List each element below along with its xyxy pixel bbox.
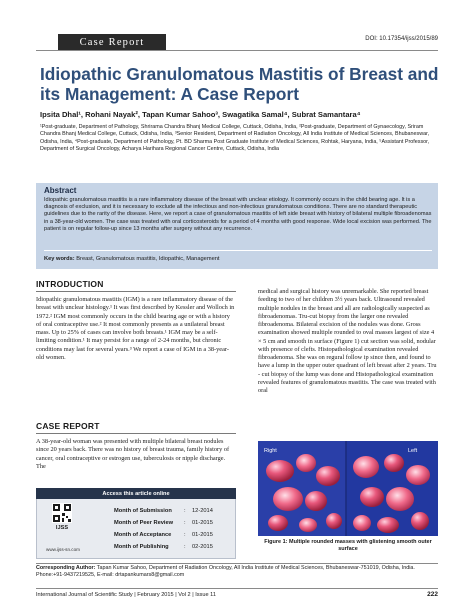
case-report-text: A 38-year-old woman was presented with multiple bilateral breast nodules since 20 years back. There was no history of breast trauma, family history of cancer, oral contraceptive or estrogen use, tuberculosis or nipple discharge. The [36, 438, 230, 470]
date-row-peer-review: Month of Peer Review : 01-2015 [114, 517, 232, 529]
journal-url[interactable]: www.ijss-sn.com [46, 547, 80, 552]
date-label: Month of Peer Review [114, 520, 174, 526]
introduction-text: Idiopathic granulomatous mastitis (IGM) is a rare inflammatory disease of the breast with unclear histology.¹ It was first described by Kessler and Wolloch in 1972.² IGM most commonly occurs in the child bearing age or with a history of oral contraceptive use.² It most commonly presents as a unilateral breast mass. Up to 25% of cases can involve both breasts.¹ IGM may be a self-limiting condition.¹ It may persist for a range of 2-24 months, but chronic conditions may last for several years.³ We report a case of IGM in a 38-year-old women. [36, 296, 235, 361]
right-column-text: medical and surgical history was unremarkable. She reported breast feeding to two of her children 3½ years back. Ultrasound revealed multiple nodules in the breast and all are radiologically suspected as fibroadenomas. Tru-cut biopsy from the larger one revealed fibroadenoma. Bilateral excision of the nodules was done. Gross examination showed multiple rounded to oval masses largest of size 4 × 5 cm and smooth in surface (Figure 1) cut section was solid, nodular with presence of clefts. Histopathological examination revealed fibroadenoma. She was on regural follow ip since then, and found to have a lump in the upper outer quadrant of left breast after 2 years. Tru - cut biopsy of the lump was done and Histopathological examination revealed features of granulomatous mastitis. The case was treated with oral [258, 288, 437, 394]
corresponding-author-text: Tapan Kumar Sahoo, Department of Radiation Oncology, All India Institute of Medical Sciences, Bhubaneswar-751019, Odisha, India. Phone:+91-9437219525, E-mail: drtapankumars8@gmail.com [36, 565, 415, 578]
abstract-divider [44, 250, 432, 251]
author-list: Ipsita Dhal¹, Rohani Nayak², Tapan Kumar Sahoo³, Swagatika Samal⁴, Subrat Samantara⁴ [40, 110, 361, 119]
section-label: Case Report [58, 34, 166, 50]
header-rule [36, 50, 438, 51]
date-label: Month of Publishing [114, 544, 169, 550]
abstract-heading: Abstract [44, 186, 77, 195]
publication-dates [114, 505, 232, 553]
keywords [44, 256, 432, 262]
date-label: Month of Acceptance [114, 532, 172, 538]
page-footer [36, 591, 438, 598]
case-report-heading: CASE REPORT [36, 421, 100, 431]
figure-label-left: Left [408, 448, 418, 454]
date-row-acceptance: Month of Acceptance : 01-2015 [114, 529, 232, 541]
date-value: 01-2015 [192, 520, 213, 526]
date-value: 02-2015 [192, 544, 213, 550]
case-report-rule [36, 433, 236, 434]
date-value: 12-2014 [192, 508, 213, 514]
date-label: Month of Submission [114, 508, 172, 514]
footer-rule [36, 588, 438, 589]
doi: DOI: 10.17354/ijss/2015/89 [365, 36, 438, 42]
article-title: Idiopathic Granulomatous Mastitis of Breast and its Management: A Case Report [40, 64, 439, 104]
affiliations: ¹Post-graduate, Department of Pathology, Shrirama Chandra Bhanj Medical College, Cuttack, Odisha, India, ²Post-graduate, Department of Gynaecology, Sriram Chandra Bhanj Medical College, Cuttack, Odisha, India, ³Senior Resident, Department of Radiation Oncology, All India Institute of Medical Sciences, Bhubaneswar, Odisha, India, ⁴Post-graduate, Department of Pathology, Pt. BD Sharma Post Graduate Institute of Medical Sciences, Rohtak, Haryana, India, ⁵Assistant Professor, Department of Surgical Oncology, Acharya Harihara Regional Cancer Centre, Cuttack, Odisha, India [40, 124, 430, 153]
corresponding-author [36, 565, 438, 579]
journal-logo-icon [52, 503, 72, 523]
date-row-publishing: Month of Publishing : 02-2015 [114, 541, 232, 553]
journal-citation: International Journal of Scientific Study | February 2015 | Vol 2 | Issue 11 [36, 591, 216, 598]
figure-1-caption: Figure 1: Multiple rounded masses with glistening smooth outer surface [264, 539, 432, 552]
date-value: 01-2015 [192, 532, 213, 538]
introduction-heading: INTRODUCTION [36, 279, 104, 289]
date-row-submission: Month of Submission : 12-2014 [114, 505, 232, 517]
figure-label-right: Right [264, 448, 277, 454]
corresponding-author-label: Corresponding Author: [36, 565, 96, 571]
keywords-text: Breast, Granulomatous mastitis, Idiopathic, Management [76, 256, 220, 262]
article-info-heading: Access this article online [36, 488, 236, 499]
abstract-text: Idiopathic granulomatous mastitis is a rare inflammatory disease of the breast with unclear etiology. It commonly occurs in the child bearing age. It is a diagnosis of exclusion, and it is necessary to exclude all the infectious and non-infectious granulomatous conditions. There are no standard therapeutic guidelines due to the rarity of the disease. Here, we report a case of granulomatous mastitis of left side breast with history of bilateral multiple fibroadenomas in a 38-year-old women. The case was treated with oral corticosteroids for a period of 4 months with good response. Wide local excision was performed. The patient is on regular follow-up since 13 months after surgery without any recurrence. [44, 197, 432, 232]
keywords-label: Key words: [44, 256, 75, 262]
figure-1-photo [258, 441, 438, 536]
introduction-rule [36, 291, 236, 292]
page-number: 222 [427, 591, 438, 598]
journal-brand: IJSS [55, 525, 69, 531]
correspondence-rule [36, 563, 438, 564]
